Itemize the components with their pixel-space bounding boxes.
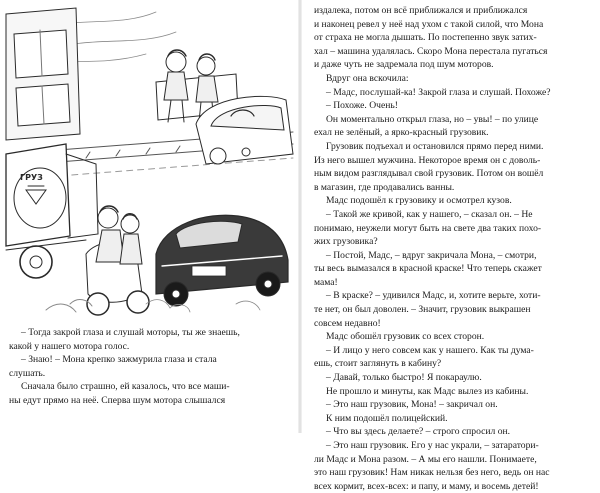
text-line: какой у нашего мотора голос. xyxy=(9,340,130,352)
text-line: ны едут прямо на неё. Сперва шум мотора слышался xyxy=(9,394,226,406)
text-line: – Это наш грузовик, Мона! – закричал он. xyxy=(326,399,498,411)
text-line: – Похоже. Очень! xyxy=(326,100,398,112)
text-line: – Такой же кривой, как у нашего, – сказал он. – Не xyxy=(326,208,533,220)
building xyxy=(6,8,80,140)
text-line: жих грузовика? xyxy=(314,236,378,248)
text-line: – Тогда закрой глаза и слушай моторы, ты же знаешь, xyxy=(21,327,240,338)
text-line: совсем недавно! xyxy=(314,317,381,329)
right-page-text xyxy=(314,4,594,493)
text-line: издалека, потом он всё приближался и приближался xyxy=(314,5,528,16)
street-scene-illustration xyxy=(6,4,293,322)
text-line: Не прошло и минуты, как Мадс вылез из кабины. xyxy=(326,385,529,397)
text-line: те нет, он был доволен. – Значит, грузовик выкрашен xyxy=(314,304,531,316)
text-line: ным видом разглядывал свой грузовик. Потом он вошёл xyxy=(314,168,544,180)
left-page xyxy=(0,0,300,433)
text-line: от страха не могла дышать. По постепенно звук затих- xyxy=(314,32,537,44)
text-line: – В краске? – удивился Мадс, и, хотите верьте, хоти- xyxy=(326,290,541,302)
text-line: Мадс подошёл к грузовику и осмотрел кузов. xyxy=(326,195,512,207)
text-line: ты весь вымазался в красной краске! Что теперь скажет xyxy=(314,263,542,275)
left-page-text xyxy=(9,326,285,408)
text-line: – Постой, Мадс, – вдруг закричала Мона, – смотри, xyxy=(326,249,537,261)
text-line: слушать. xyxy=(9,367,46,379)
text-line: и наконец ревел у неё над ухом с такой силой, что Мона xyxy=(314,18,544,30)
text-line: ехал не зелёный, а ярко-красный грузовик. xyxy=(314,127,489,139)
text-line: Из него вышел мужчина. Некоторое время он с доволь- xyxy=(314,154,541,166)
right-page xyxy=(300,0,600,492)
truck-sign: ГРУЗ xyxy=(20,173,43,182)
text-line: в магазин, где продавались ванны. xyxy=(314,181,455,193)
dust-puffs xyxy=(146,300,260,312)
text-line: ешь, стоит заглянуть в кабину? xyxy=(314,358,442,370)
text-line: ли Мадс и Мона разом. – А мы его нашли. Понимаете, xyxy=(314,453,537,465)
truck xyxy=(6,144,98,278)
text-line: Грузовик подъехал и остановился прямо перед ними. xyxy=(326,140,544,152)
text-line: Мадс обошёл грузовик со всех сторон. xyxy=(326,331,485,343)
text-line: всех кормит, всех-всех: и папу, и маму, и восемь детей! xyxy=(314,480,539,492)
text-line: – Мадс, послушай-ка! Закрой глаза и слушай. Похоже? xyxy=(326,86,551,98)
text-line: – И лицо у него совсем как у нашего. Как ты дума- xyxy=(326,344,534,356)
text-line: – Это наш грузовик. Его у нас украли, – затаратори- xyxy=(326,440,539,451)
text-line: и даже чуть не задремала под шум моторов. xyxy=(314,59,494,71)
text-line: хал – машина удалялась. Скоро Мона перестала пугаться xyxy=(314,45,548,57)
red-car xyxy=(156,215,288,306)
text-line: Он моментально открыл глаза, но – увы! – по улице xyxy=(326,113,539,125)
text-line: – Что вы здесь делаете? – строго спросил он. xyxy=(326,426,511,438)
text-line: понимаю, неужели могут быть на свете два таких похо- xyxy=(314,222,542,234)
text-line: мама! xyxy=(314,276,338,288)
text-line: Сначала было страшно, ей казалось, что все маши- xyxy=(21,381,230,393)
text-line: Вдруг она вскочила: xyxy=(326,72,409,84)
text-line: – Знаю! – Мона крепко зажмурила глаза и стала xyxy=(21,354,217,366)
illustration-drawing xyxy=(6,4,293,322)
text-line: К ним подошёл полицейский. xyxy=(326,412,448,424)
text-line: это наш грузовик! Нам никак нельзя без него, ведь он нас xyxy=(314,467,550,479)
text-line: – Давай, только быстро! Я покараулю. xyxy=(326,372,482,384)
